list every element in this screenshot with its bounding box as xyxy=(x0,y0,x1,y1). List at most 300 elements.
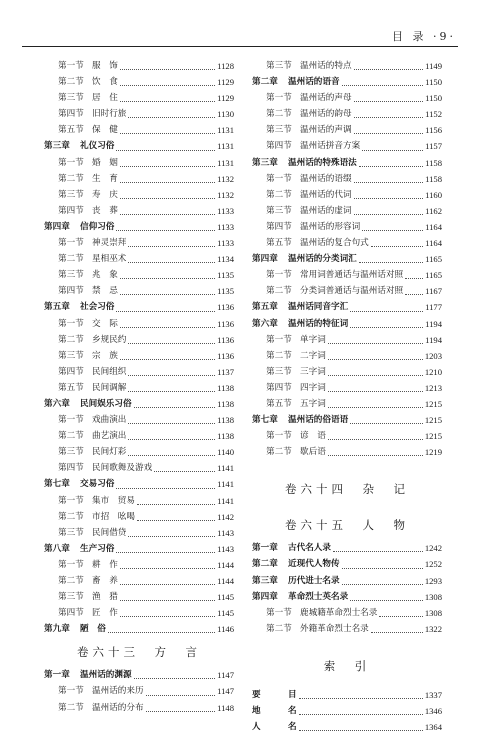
toc-entry-number: 第三节 xyxy=(58,270,84,281)
toc-entry-title: 常用词普通话与温州话对照 xyxy=(300,270,404,281)
toc-section-entry xyxy=(44,235,234,251)
toc-entry-title: 三字词 xyxy=(300,366,326,377)
toc-page-number: 1136 xyxy=(217,302,234,313)
toc-entry-title: 歇后语 xyxy=(300,447,326,458)
toc-leader-dots xyxy=(342,84,424,86)
toc-right-column xyxy=(252,58,442,735)
toc-entry-number: 第三节 xyxy=(266,61,292,71)
toc-page-number: 1213 xyxy=(424,382,442,393)
toc-section-entry xyxy=(44,525,234,541)
toc-entry-title: 民间调解 xyxy=(92,382,127,393)
toc-entry-number: 第五章 xyxy=(44,302,70,313)
toc-section-entry xyxy=(252,106,442,122)
toc-leader-dots xyxy=(120,277,215,279)
toc-page-number: 1135 xyxy=(217,286,234,297)
toc-entry-number: 第一节 xyxy=(266,334,292,345)
toc-section-entry xyxy=(252,203,442,219)
toc-section-entry xyxy=(44,122,234,138)
toc-leader-dots xyxy=(120,84,215,86)
toc-page-number: 1145 xyxy=(217,592,234,603)
toc-leader-dots xyxy=(116,487,215,489)
toc-leader-dots xyxy=(120,68,215,70)
toc-entry-number: 第三节 xyxy=(266,366,292,377)
toc-page-number: 1164 xyxy=(425,221,442,232)
toc-section-entry xyxy=(252,364,442,380)
toc-entry-title: 丧 葬 xyxy=(92,205,118,216)
toc-leader-dots xyxy=(128,245,215,247)
toc-leader-dots xyxy=(128,390,215,392)
toc-leader-dots xyxy=(128,438,215,440)
toc-entry-number: 第六章 xyxy=(44,398,70,409)
toc-entry-number: 第一章 xyxy=(44,670,70,681)
toc-entry-title: 温州话的语缀 xyxy=(300,173,352,184)
toc-page-number: 1130 xyxy=(217,109,234,120)
toc-leader-dots xyxy=(120,615,215,617)
toc-section-entry xyxy=(44,203,234,219)
toc-entry-title: 戏曲演出 xyxy=(92,415,127,426)
toc-leader-dots xyxy=(328,374,423,376)
toc-entry-number: 第八章 xyxy=(44,543,70,554)
toc-entry-title: 陋 俗 xyxy=(80,624,106,635)
toc-section-entry xyxy=(44,683,234,699)
toc-entry-number: 第七章 xyxy=(44,479,70,490)
toc-leader-dots xyxy=(333,550,423,552)
toc-chapter-entry xyxy=(44,667,234,683)
toc-leader-dots xyxy=(128,342,215,344)
toc-entry-title: 温州话的韵母 xyxy=(300,109,352,120)
toc-chapter-entry xyxy=(252,556,442,572)
toc-leader-dots xyxy=(328,358,423,360)
toc-page-number: 1147 xyxy=(217,686,234,697)
toc-section-entry xyxy=(44,283,234,299)
toc-entry-title: 温州话的声调 xyxy=(300,125,352,136)
toc-entry-title: 二字词 xyxy=(300,350,326,361)
toc-section-entry xyxy=(252,219,442,235)
toc-entry-number: 第一节 xyxy=(58,495,84,506)
toc-entry-title: 温州话同音字汇 xyxy=(288,302,349,313)
toc-leader-dots xyxy=(405,293,423,295)
toc-left-column xyxy=(44,58,234,716)
toc-leader-dots xyxy=(354,197,424,199)
toc-page-number: 1194 xyxy=(425,318,442,329)
toc-page-number: 1141 xyxy=(217,479,234,490)
toc-entry-title: 礼仪习俗 xyxy=(80,141,115,152)
toc-entry-title: 生产习俗 xyxy=(80,543,115,554)
toc-entry-number: 第三节 xyxy=(266,125,292,136)
toc-leader-dots xyxy=(116,310,215,312)
toc-entry-number: 第一节 xyxy=(266,607,292,618)
toc-section-entry xyxy=(252,396,442,412)
toc-entry-number: 第三节 xyxy=(266,205,292,216)
toc-page-number: 1150 xyxy=(425,93,442,104)
toc-entry-title: 市招 吆喝 xyxy=(92,511,135,522)
toc-entry-title: 民间组织 xyxy=(92,366,127,377)
toc-entry-number: 第二节 xyxy=(266,623,292,634)
toc-page-number: 1129 xyxy=(217,93,234,104)
toc-page-number: 1150 xyxy=(425,77,442,88)
toc-entry-title: 饮 食 xyxy=(92,77,118,88)
toc-page-number: 1137 xyxy=(217,366,234,377)
toc-entry-number: 要 xyxy=(252,689,261,700)
toc-page-number: 1132 xyxy=(217,173,234,184)
toc-page-number: 1203 xyxy=(424,350,442,361)
toc-entry-title: 兆 象 xyxy=(92,270,118,281)
toc-section-entry xyxy=(44,509,234,525)
toc-entry-number: 第五节 xyxy=(266,238,292,249)
toc-leader-dots xyxy=(371,631,423,633)
toc-entry-title: 交 际 xyxy=(92,318,118,329)
toc-section-entry xyxy=(44,412,234,428)
toc-leader-dots xyxy=(120,165,215,167)
toc-volume-title: 卷六十四 杂 记 xyxy=(285,482,409,497)
toc-entry-title: 信仰习俗 xyxy=(80,221,115,232)
toc-entry-number: 第二节 xyxy=(58,511,84,522)
toc-entry-title: 历代进士名录 xyxy=(288,575,340,586)
toc-entry-number: 第三节 xyxy=(58,189,84,200)
toc-entry-number: 第二节 xyxy=(58,431,84,442)
toc-entry-title: 服 饰 xyxy=(92,61,118,71)
toc-section-entry xyxy=(44,364,234,380)
toc-page-number: 1141 xyxy=(217,495,234,506)
toc-page-number: 1242 xyxy=(424,543,442,554)
toc-entry-title: 温州话的渊源 xyxy=(80,670,132,681)
toc-page-number: 1140 xyxy=(217,447,234,458)
toc-entry-number: 第三章 xyxy=(44,141,70,152)
toc-page-number: 1156 xyxy=(425,125,442,136)
toc-leader-dots xyxy=(128,535,215,537)
toc-entry-number: 第五节 xyxy=(58,382,84,393)
toc-page-number: 1138 xyxy=(217,431,234,442)
toc-page-number: 1308 xyxy=(424,591,442,602)
toc-chapter-entry xyxy=(44,396,234,412)
toc-leader-dots xyxy=(299,697,423,699)
toc-page-number: 1132 xyxy=(217,189,234,200)
toc-entry-number: 第一节 xyxy=(266,93,292,104)
toc-leader-dots xyxy=(405,277,423,279)
toc-entry-number: 第四节 xyxy=(266,141,292,152)
toc-leader-dots xyxy=(354,213,424,215)
toc-leader-dots xyxy=(146,694,216,696)
toc-leader-dots xyxy=(108,631,215,633)
toc-entry-title: 寿 庆 xyxy=(92,189,118,200)
toc-entry-number: 第二节 xyxy=(58,77,84,88)
toc-entry-number: 第四节 xyxy=(58,463,84,474)
toc-leader-dots xyxy=(359,165,423,167)
toc-entry-number: 第四节 xyxy=(58,205,84,216)
toc-section-entry xyxy=(252,122,442,138)
toc-page-number: 1194 xyxy=(425,334,442,345)
toc-entry-title: 曲艺演出 xyxy=(92,431,127,442)
toc-page-number: 1215 xyxy=(424,398,442,409)
toc-section-entry xyxy=(44,332,234,348)
toc-leader-dots xyxy=(116,149,215,151)
toc-entry-title: 民间娱乐习俗 xyxy=(80,398,132,409)
toc-entry-number: 人 xyxy=(252,722,261,733)
toc-page-number: 1143 xyxy=(217,543,234,554)
toc-leader-dots xyxy=(342,583,423,585)
toc-volume-title: 索 引 xyxy=(323,658,371,673)
toc-entry-title: 名 xyxy=(288,722,297,733)
toc-leader-dots xyxy=(328,454,423,456)
toc-entry-title: 古代名人录 xyxy=(288,543,331,554)
toc-entry-number: 第二节 xyxy=(266,286,292,297)
toc-leader-dots xyxy=(354,100,424,102)
toc-entry-title: 谚 语 xyxy=(300,431,326,442)
toc-page-number: 1129 xyxy=(217,77,234,88)
toc-page-number: 1337 xyxy=(424,689,442,700)
toc-section-entry xyxy=(44,251,234,267)
toc-entry-number: 第二节 xyxy=(58,702,84,713)
toc-entry-number: 第二节 xyxy=(266,350,292,361)
toc-entry-number: 第四节 xyxy=(58,109,84,120)
toc-leader-dots xyxy=(299,729,423,731)
toc-entry-number: 第九章 xyxy=(44,624,70,635)
toc-section-entry xyxy=(252,90,442,106)
toc-page-number: 1128 xyxy=(217,61,234,71)
toc-leader-dots xyxy=(299,713,423,715)
toc-leader-dots xyxy=(328,342,423,344)
toc-entry-title: 四字词 xyxy=(300,382,326,393)
toc-entry-number: 第一节 xyxy=(58,686,84,697)
toc-page-number: 1364 xyxy=(424,722,442,733)
toc-leader-dots xyxy=(354,181,424,183)
toc-entry-number: 第四章 xyxy=(252,591,278,602)
toc-section-entry xyxy=(252,235,442,251)
toc-entry-title: 分类词普通话与温州话对照 xyxy=(300,286,404,297)
toc-section-entry xyxy=(44,557,234,573)
toc-leader-dots xyxy=(137,503,215,505)
toc-entry-number: 第四章 xyxy=(44,221,70,232)
toc-entry-title: 温州话的特殊语法 xyxy=(288,157,357,168)
toc-entry-number: 第三节 xyxy=(58,527,84,538)
toc-page-number: 1136 xyxy=(217,318,234,329)
toc-page-number: 1133 xyxy=(217,205,234,216)
toc-leader-dots xyxy=(128,116,215,118)
toc-chapter-entry xyxy=(252,573,442,589)
toc-entry-title: 革命烈士英名录 xyxy=(288,591,349,602)
toc-page-number: 1322 xyxy=(424,623,442,634)
toc-page-number: 1158 xyxy=(425,157,442,168)
toc-entry-number: 第一章 xyxy=(252,543,278,554)
toc-page-number: 1136 xyxy=(217,350,234,361)
toc-leader-dots xyxy=(350,326,423,328)
toc-leader-dots xyxy=(146,710,216,712)
toc-section-entry xyxy=(252,380,442,396)
toc-entry-number: 第二节 xyxy=(266,109,292,120)
page-header xyxy=(22,26,458,47)
toc-entry-number: 第二节 xyxy=(266,189,292,200)
toc-entry-title: 婚 姻 xyxy=(92,157,118,168)
toc-section-entry xyxy=(44,316,234,332)
toc-page-number: 1215 xyxy=(424,431,442,442)
toc-leader-dots xyxy=(120,358,215,360)
toc-entry-number: 第三节 xyxy=(58,93,84,104)
toc-entry-title: 温州话的形容词 xyxy=(300,221,361,232)
page-header-text: 目 录 ·9· xyxy=(392,30,456,43)
toc-section-entry xyxy=(44,58,234,74)
toc-entry-title: 单字词 xyxy=(300,334,326,345)
toc-leader-dots xyxy=(354,116,424,118)
toc-entry-number: 第二章 xyxy=(252,77,278,88)
toc-entry-title: 集市 贸易 xyxy=(92,495,135,506)
toc-leader-dots xyxy=(359,261,423,263)
toc-page-number: 1165 xyxy=(425,270,442,281)
toc-leader-dots xyxy=(328,406,423,408)
toc-entry-title: 温州话的虚词 xyxy=(300,205,352,216)
toc-entry-number: 第二节 xyxy=(266,447,292,458)
toc-entry-number: 第三章 xyxy=(252,575,278,586)
toc-page-number: 1293 xyxy=(424,575,442,586)
toc-entry-number: 第五节 xyxy=(266,398,292,409)
toc-page-number: 1135 xyxy=(217,270,234,281)
toc-leader-dots xyxy=(354,68,424,70)
toc-page-number: 1131 xyxy=(217,141,234,152)
toc-section-entry xyxy=(44,348,234,364)
toc-entry-number: 第四章 xyxy=(252,254,278,265)
toc-entry-title: 温州话拼音方案 xyxy=(300,141,361,152)
toc-entry-number: 第一节 xyxy=(266,270,292,281)
toc-entry-title: 温州话的声母 xyxy=(300,93,352,104)
toc-entry-title: 乡规民约 xyxy=(92,334,127,345)
toc-entry-number: 第二节 xyxy=(58,254,84,265)
toc-volume-title: 卷六十五 人 物 xyxy=(285,518,409,533)
toc-leader-dots xyxy=(134,677,216,679)
toc-entry-title: 温州话的分类词汇 xyxy=(288,254,357,265)
toc-entry-title: 神灵崇拜 xyxy=(92,238,127,249)
toc-section-entry xyxy=(252,605,442,621)
toc-entry-number: 第一节 xyxy=(266,431,292,442)
toc-entry-title: 温州话的来历 xyxy=(92,686,144,697)
toc-spacer xyxy=(252,637,442,645)
toc-entry-number: 第一节 xyxy=(58,157,84,168)
toc-entry-title: 匠 作 xyxy=(92,608,118,619)
toc-leader-dots xyxy=(128,454,215,456)
toc-leader-dots xyxy=(362,229,423,231)
toc-entry-number: 第五章 xyxy=(252,302,278,313)
toc-section-entry xyxy=(252,428,442,444)
toc-entry-number: 第三章 xyxy=(252,157,278,168)
toc-page-number: 1133 xyxy=(217,221,234,232)
toc-chapter-entry xyxy=(252,251,442,267)
toc-section-entry xyxy=(44,493,234,509)
toc-leader-dots xyxy=(137,519,215,521)
toc-leader-dots xyxy=(120,293,215,295)
toc-spacer xyxy=(252,460,442,468)
toc-entry-number: 第一节 xyxy=(58,318,84,329)
toc-entry-number: 第一节 xyxy=(58,61,84,71)
toc-page-number: 1165 xyxy=(425,254,442,265)
toc-left-list xyxy=(44,58,234,716)
toc-entry-title: 生 育 xyxy=(92,173,118,184)
toc-entry-title: 目 xyxy=(288,689,297,700)
toc-chapter-entry xyxy=(252,412,442,428)
toc-leader-dots xyxy=(120,181,215,183)
toc-leader-dots xyxy=(120,583,215,585)
toc-entry-title: 温州话的分布 xyxy=(92,702,144,713)
toc-entry-title: 交易习俗 xyxy=(80,479,115,490)
toc-page-number: 1138 xyxy=(217,398,234,409)
toc-section-entry xyxy=(44,589,234,605)
toc-chapter-entry xyxy=(252,316,442,332)
toc-entry-title: 渔 猎 xyxy=(92,592,118,603)
toc-leader-dots xyxy=(350,310,423,312)
toc-entry-title: 五字词 xyxy=(300,398,326,409)
toc-section-entry xyxy=(44,444,234,460)
toc-entry-number: 第二节 xyxy=(58,334,84,345)
toc-page-number: 1138 xyxy=(217,382,234,393)
toc-page-number: 1158 xyxy=(425,173,442,184)
toc-entry-number: 第一节 xyxy=(266,173,292,184)
toc-section-entry xyxy=(44,74,234,90)
toc-leader-dots xyxy=(350,599,423,601)
toc-leader-dots xyxy=(120,213,215,215)
toc-page-number: 1131 xyxy=(217,125,234,136)
toc-entry-title: 温州话的特征词 xyxy=(288,318,349,329)
toc-section-entry xyxy=(44,90,234,106)
toc-section-entry xyxy=(44,155,234,171)
toc-chapter-entry xyxy=(252,719,442,735)
toc-entry-number: 第四节 xyxy=(266,382,292,393)
toc-entry-number: 第七章 xyxy=(252,415,278,426)
toc-page-number: 1252 xyxy=(424,559,442,570)
toc-entry-title: 居 住 xyxy=(92,93,118,104)
toc-entry-title: 民间歌舞及游戏 xyxy=(92,463,153,474)
toc-page-number: 1145 xyxy=(217,608,234,619)
toc-page-number: 1131 xyxy=(217,157,234,168)
toc-page-number: 1346 xyxy=(424,706,442,716)
toc-entry-number: 第一节 xyxy=(58,238,84,249)
toc-entry-title: 温州话的代词 xyxy=(300,189,352,200)
toc-section-entry xyxy=(252,138,442,154)
toc-chapter-entry xyxy=(44,476,234,492)
toc-entry-number: 第四节 xyxy=(58,286,84,297)
toc-section-entry xyxy=(44,171,234,187)
toc-page-number: 1308 xyxy=(424,607,442,618)
toc-entry-title: 外籍革命烈士名录 xyxy=(300,623,369,634)
toc-page-number: 1157 xyxy=(425,141,442,152)
toc-entry-number: 第五节 xyxy=(58,125,84,136)
toc-page-number: 1210 xyxy=(424,366,442,377)
toc-leader-dots xyxy=(116,551,215,553)
toc-entry-number: 第四节 xyxy=(58,366,84,377)
toc-leader-dots xyxy=(120,197,215,199)
toc-page-number: 1141 xyxy=(217,463,234,474)
toc-page-number: 1215 xyxy=(424,415,442,426)
toc-page-number: 1144 xyxy=(217,576,234,586)
toc-section-entry xyxy=(252,283,442,299)
toc-section-entry xyxy=(44,700,234,716)
toc-page-number: 1138 xyxy=(217,415,234,426)
toc-chapter-entry xyxy=(252,589,442,605)
toc-leader-dots xyxy=(328,438,423,440)
toc-chapter-entry xyxy=(44,541,234,557)
toc-leader-dots xyxy=(120,132,215,134)
toc-entry-title: 星相巫术 xyxy=(92,254,127,265)
toc-entry-title: 鹿城籍革命烈士名录 xyxy=(300,607,378,618)
toc-chapter-entry xyxy=(252,155,442,171)
toc-entry-title: 温州话的俗语语 xyxy=(288,415,349,426)
toc-section-entry xyxy=(44,460,234,476)
toc-page-number: 1149 xyxy=(425,61,442,71)
toc-entry-number: 第一节 xyxy=(58,559,84,570)
toc-page-number: 1133 xyxy=(217,238,234,249)
toc-leader-dots xyxy=(379,615,422,617)
toc-chapter-entry xyxy=(252,540,442,556)
toc-section-entry xyxy=(252,187,442,203)
toc-entry-title: 社会习俗 xyxy=(80,302,115,313)
toc-chapter-entry xyxy=(252,703,442,719)
toc-entry-title: 温州话的语音 xyxy=(288,77,340,88)
